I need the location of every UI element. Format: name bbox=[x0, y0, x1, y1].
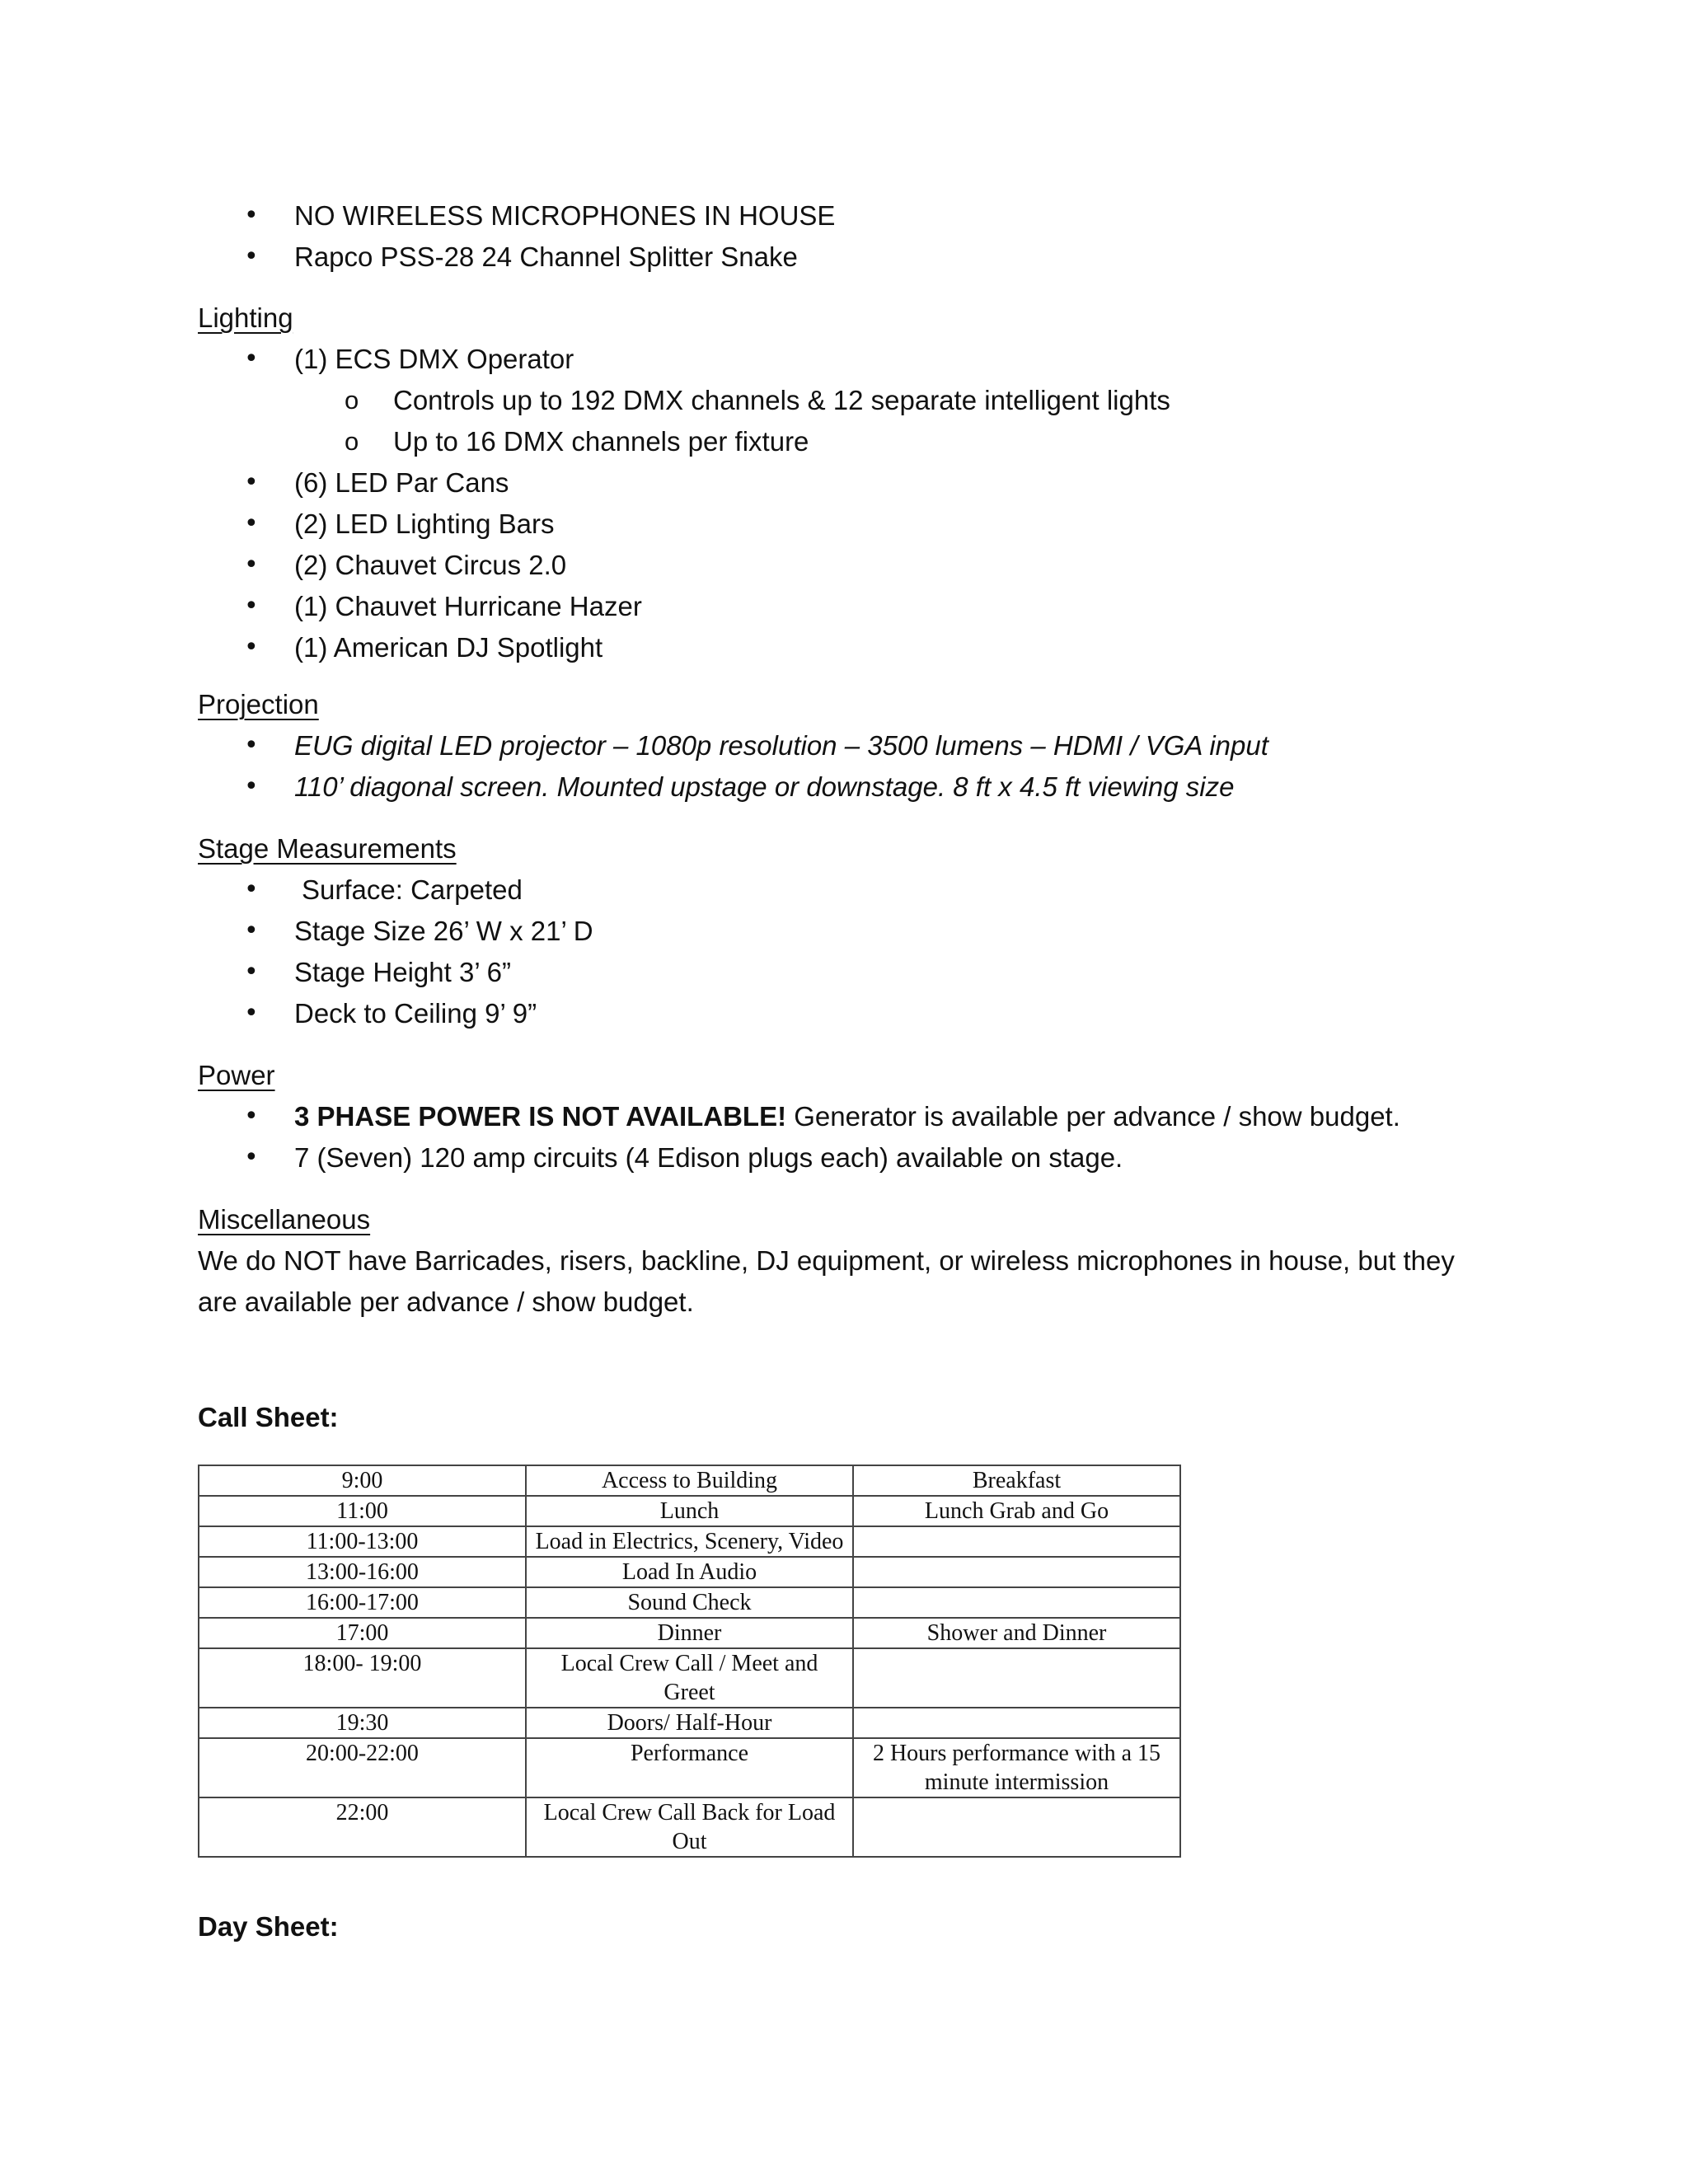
time-cell: 19:30 bbox=[199, 1708, 526, 1738]
note-cell bbox=[853, 1587, 1180, 1618]
miscellaneous-section bbox=[198, 1199, 1517, 1323]
lighting-section bbox=[198, 298, 1517, 668]
activity-cell: Load in Electrics, Scenery, Video bbox=[526, 1526, 853, 1557]
time-cell: 11:00 bbox=[199, 1496, 526, 1526]
list-item-text: Surface: Carpeted bbox=[302, 874, 523, 905]
call-sheet-table bbox=[198, 1465, 1181, 1858]
table-row bbox=[199, 1557, 1180, 1587]
stage-measurements-section bbox=[198, 828, 1517, 1034]
activity-cell: Dinner bbox=[526, 1618, 853, 1648]
time-cell: 17:00 bbox=[199, 1618, 526, 1648]
table-row bbox=[199, 1708, 1180, 1738]
note-cell: 2 Hours performance with a 15 minute intermission bbox=[853, 1738, 1180, 1797]
note-cell bbox=[853, 1526, 1180, 1557]
sub-list-item: o Controls up to 192 DMX channels & 12 separate intelligent lights bbox=[198, 380, 1517, 421]
activity-cell: Local Crew Call / Meet and Greet bbox=[526, 1648, 853, 1708]
note-cell bbox=[853, 1557, 1180, 1587]
miscellaneous-heading: Miscellaneous bbox=[198, 1204, 371, 1235]
stage-measurements-list bbox=[198, 869, 1517, 1034]
table-row bbox=[199, 1496, 1180, 1526]
time-cell: 13:00-16:00 bbox=[199, 1557, 526, 1587]
list-item: • Stage Size 26’ W x 21’ D bbox=[198, 911, 1517, 952]
note-cell bbox=[853, 1648, 1180, 1708]
projection-heading: Projection bbox=[198, 689, 319, 719]
lighting-list bbox=[198, 339, 1517, 668]
activity-cell: Access to Building bbox=[526, 1465, 853, 1496]
list-item: • (1) ECS DMX Operator bbox=[198, 339, 1517, 380]
table-row bbox=[199, 1465, 1180, 1496]
list-item: • EUG digital LED projector – 1080p resolution – 3500 lumens – HDMI / VGA input bbox=[198, 725, 1517, 766]
list-item: • 7 (Seven) 120 amp circuits (4 Edison plugs each) available on stage. bbox=[198, 1137, 1517, 1179]
list-item: • (2) LED Lighting Bars bbox=[198, 504, 1517, 545]
activity-cell: Local Crew Call Back for Load Out bbox=[526, 1797, 853, 1857]
list-item: • (6) LED Par Cans bbox=[198, 462, 1517, 504]
list-item: • (1) Chauvet Hurricane Hazer bbox=[198, 586, 1517, 627]
time-cell: 16:00-17:00 bbox=[199, 1587, 526, 1618]
activity-cell: Lunch bbox=[526, 1496, 853, 1526]
note-cell bbox=[853, 1797, 1180, 1857]
power-note: Generator is available per advance / show budget. bbox=[786, 1101, 1400, 1132]
table-row bbox=[199, 1526, 1180, 1557]
day-sheet-title: Day Sheet: bbox=[198, 1911, 339, 1942]
list-item: • Deck to Ceiling 9’ 9” bbox=[198, 993, 1517, 1034]
list-item bbox=[198, 869, 1517, 911]
sub-list-item: o Up to 16 DMX channels per fixture bbox=[198, 421, 1517, 462]
power-heading: Power bbox=[198, 1060, 275, 1090]
note-cell bbox=[853, 1708, 1180, 1738]
list-item: • (2) Chauvet Circus 2.0 bbox=[198, 545, 1517, 586]
activity-cell: Sound Check bbox=[526, 1587, 853, 1618]
projection-list bbox=[198, 725, 1517, 808]
stage-measurements-heading: Stage Measurements bbox=[198, 833, 457, 864]
projection-section bbox=[198, 684, 1517, 808]
table-row bbox=[199, 1618, 1180, 1648]
list-item: • Stage Height 3’ 6” bbox=[198, 952, 1517, 993]
table-row bbox=[199, 1648, 1180, 1708]
miscellaneous-text: We do NOT have Barricades, risers, backline, DJ equipment, or wireless microphones in house, but they are available per advance / show budget. bbox=[198, 1245, 1455, 1317]
table-row bbox=[199, 1797, 1180, 1857]
power-section bbox=[198, 1055, 1517, 1179]
power-warning: 3 PHASE POWER IS NOT AVAILABLE! bbox=[294, 1101, 787, 1132]
power-list bbox=[198, 1096, 1517, 1179]
time-cell: 11:00-13:00 bbox=[199, 1526, 526, 1557]
time-cell: 22:00 bbox=[199, 1797, 526, 1857]
list-item: • NO WIRELESS MICROPHONES IN HOUSE bbox=[198, 195, 1517, 237]
audio-bullet-list bbox=[198, 195, 1517, 278]
time-cell: 9:00 bbox=[199, 1465, 526, 1496]
time-cell: 18:00- 19:00 bbox=[199, 1648, 526, 1708]
list-item: • (1) American DJ Spotlight bbox=[198, 627, 1517, 668]
note-cell: Breakfast bbox=[853, 1465, 1180, 1496]
activity-cell: Performance bbox=[526, 1738, 853, 1797]
table-row bbox=[199, 1738, 1180, 1797]
time-cell: 20:00-22:00 bbox=[199, 1738, 526, 1797]
activity-cell: Load In Audio bbox=[526, 1557, 853, 1587]
note-cell: Shower and Dinner bbox=[853, 1618, 1180, 1648]
note-cell: Lunch Grab and Go bbox=[853, 1496, 1180, 1526]
list-item bbox=[198, 1096, 1517, 1137]
activity-cell: Doors/ Half-Hour bbox=[526, 1708, 853, 1738]
call-sheet-title: Call Sheet: bbox=[198, 1402, 339, 1432]
lighting-heading: Lighting bbox=[198, 302, 293, 333]
table-row bbox=[199, 1587, 1180, 1618]
list-item: • 110’ diagonal screen. Mounted upstage or downstage. 8 ft x 4.5 ft viewing size bbox=[198, 766, 1517, 808]
list-item: • Rapco PSS-28 24 Channel Splitter Snake bbox=[198, 237, 1517, 278]
